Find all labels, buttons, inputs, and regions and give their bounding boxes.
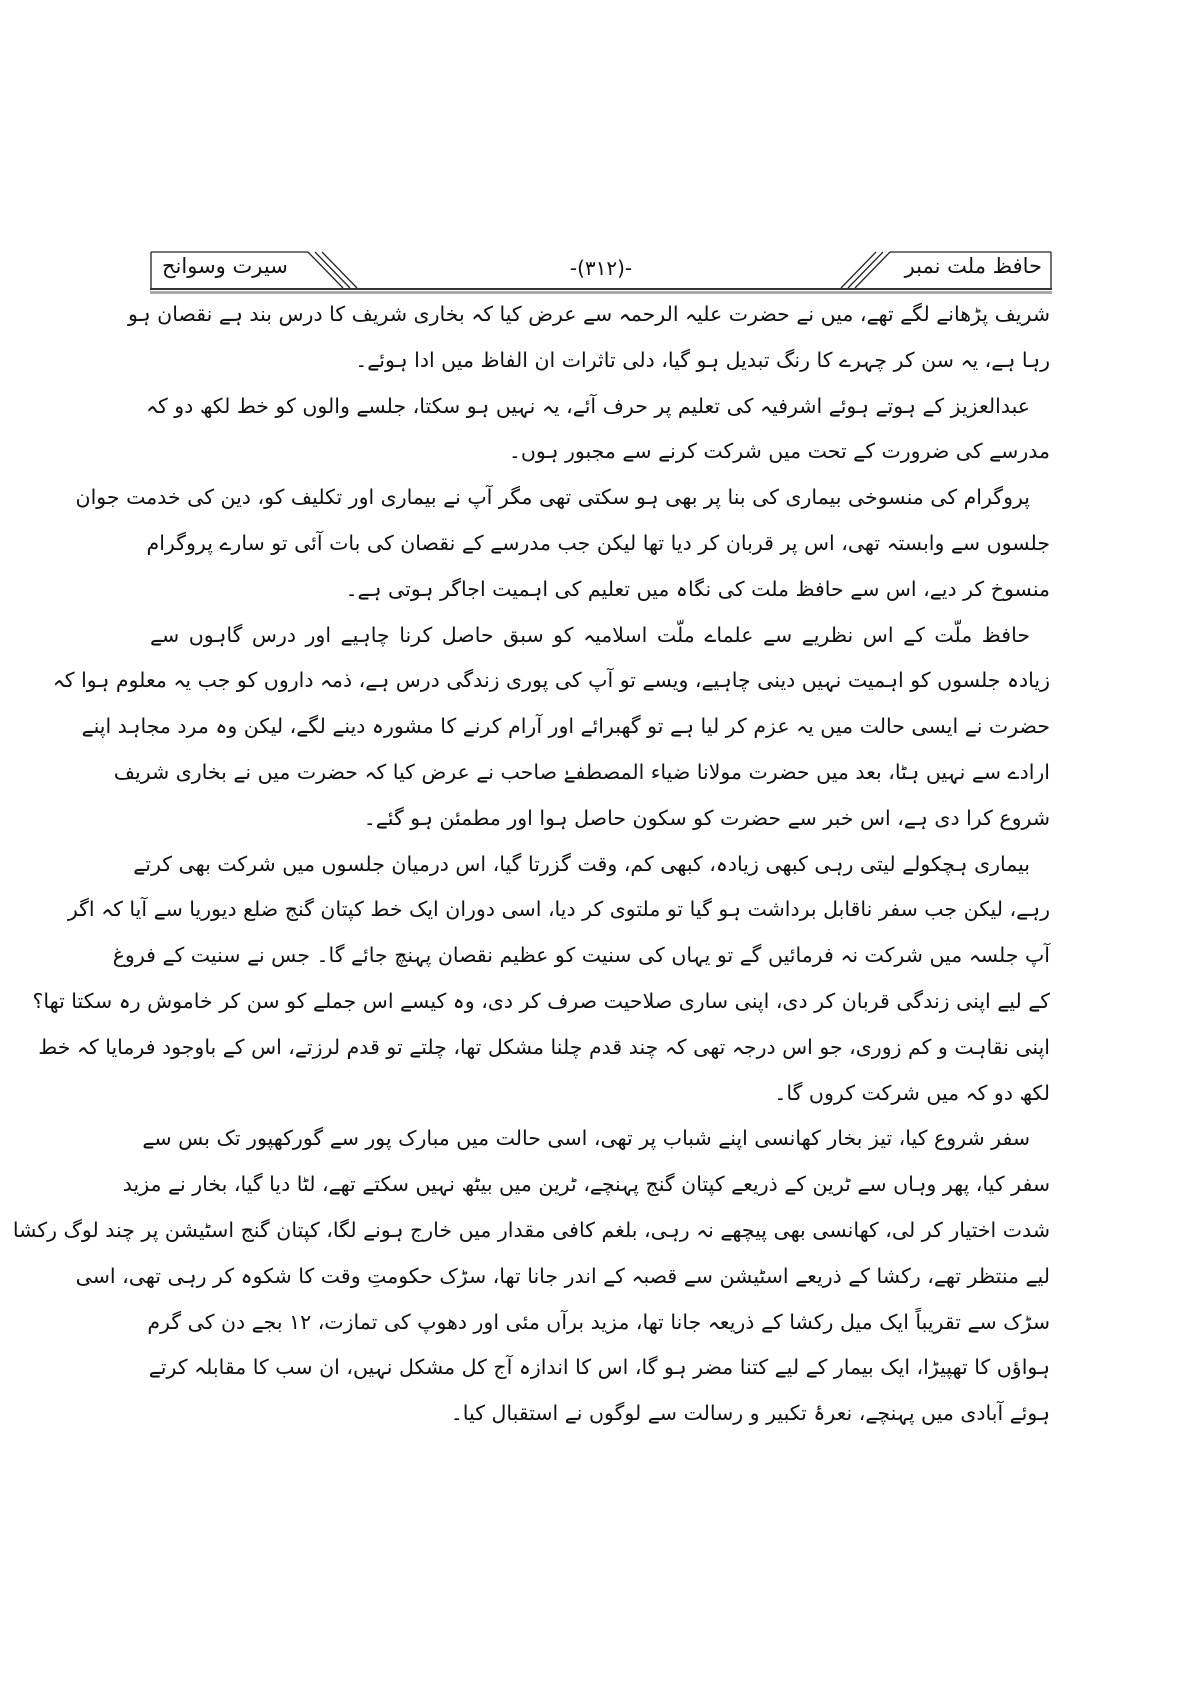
text-line: رہے، لیکن جب سفر ناقابل برداشت ہو گیا تو ملتوی کر دیا، اسی دوران ایک خط کپتان گنج ضلع دیوریا سے آیا کہ اگر	[67, 897, 1050, 922]
magazine-title: حافظ ملت نمبر	[904, 254, 1042, 278]
paragraph	[145, 384, 1050, 476]
text-line: ہوئے آبادی میں پہنچے، نعرۂ تکبیر و رسالت سے لوگوں نے استقبال کیا۔	[450, 1401, 1050, 1426]
page-number: -(۳۱۲)-	[569, 256, 633, 280]
text-line: شریف پڑھانے لگے تھے، میں نے حضرت علیہ الرحمہ سے عرض کیا کہ بخاری شریف کا درس بند ہے نقصان ہو	[128, 302, 1050, 326]
text-line: کے لیے اپنی زندگی قربان کر دی، اپنی ساری صلاحیت صرف کر دی، وہ کیسے اس جملے کو سن کر خاموش رہ سکتا تھا؟	[32, 988, 1050, 1013]
page-header	[150, 248, 1052, 294]
text-line: لیے منتظر تھے، رکشا کے ذریعے اسٹیشن سے قصبہ کے اندر جانا تھا، سڑک حکومتِ وقت کا شکوہ کر رہی تھی، اسی	[75, 1263, 1050, 1288]
paragraph	[52, 613, 1050, 842]
paragraph	[128, 292, 1050, 384]
article-body	[12, 292, 1050, 1437]
text-line: شروع کرا دی ہے، اس خبر سے حضرت کو سکون حاصل ہوا اور مطمئن ہو گئے۔	[363, 805, 1050, 830]
text-line: سفر کیا، پھر وہاں سے ٹرین کے ذریعے کپتان گنج پہنچے، ٹرین میں بیٹھ نہیں سکتے تھے، لٹا دیا گیا، بخار نے مزید	[122, 1172, 1050, 1197]
text-line: پروگرام کی منسوخی بیماری کی بنا پر بھی ہو سکتی تھی مگر آپ نے بیماری اور تکلیف کو، دین کی خدمت جوان	[75, 485, 1030, 510]
text-line: منسوخ کر دیے، اس سے حافظ ملت کی نگاہ میں تعلیم کی اہمیت اجاگر ہوتی ہے۔	[345, 576, 1050, 601]
text-line: آپ جلسہ میں شرکت نہ فرمائیں گے تو یہاں کی سنیت کو عظیم نقصان پہنچ جائے گا۔ جس نے سنیت کے فروغ	[112, 943, 1050, 968]
text-line: ہواؤں کا تھپیڑا، ایک بیمار کے لیے کتنا مضر ہو گا، اس کا اندازہ آج کل مشکل نہیں، ان سب کا مقابلہ کرتے	[148, 1355, 1050, 1380]
paragraph	[75, 475, 1050, 612]
text-line: حافظ ملّت کے اس نظریے سے علماے ملّت اسلامیہ کو سبق حاصل کرنا چاہیے اور درس گاہوں سے	[150, 622, 1030, 647]
text-line: عبدالعزیز کے ہوتے ہوئے اشرفیہ کی تعلیم پر حرف آئے، یہ نہیں ہو سکتا، جلسے والوں کو خط لکھ دو کہ	[145, 393, 1030, 418]
text-line: زیادہ جلسوں کو اہمیت نہیں دینی چاہیے، ویسے تو آپ کی پوری زندگی درس ہے، ذمہ داروں کو جب یہ معلوم ہوا کہ	[52, 668, 1050, 693]
text-line: سڑک سے تقریباً ایک میل رکشا کے ذریعہ جانا تھا، مزید برآں مئی اور دھوپ کی تمازت، ۱۲ بجے دن کی گرم	[147, 1309, 1050, 1334]
paragraph	[12, 1116, 1050, 1437]
text-line: لکھ دو کہ میں شرکت کروں گا۔	[774, 1080, 1050, 1105]
text-line: حضرت نے ایسی حالت میں یہ عزم کر لیا ہے تو گھبرائے اور آرام کرنے کا مشورہ دینے لگے، لیکن وہ مرد مجاہد اپنے	[81, 714, 1050, 739]
text-line: اپنی نقاہت و کم زوری، جو اس درجہ تھی کہ چند قدم چلنا مشکل تھا، چلتے تو قدم لرزتے، اس کے باوجود فرمایا کہ خط	[38, 1034, 1050, 1059]
paragraph	[32, 842, 1050, 1117]
text-line: رہا ہے، یہ سن کر چہرے کا رنگ تبدیل ہو گیا، دلی تاثرات ان الفاظ میں ادا ہوئے۔	[355, 347, 1050, 372]
text-line: مدرسے کی ضرورت کے تحت میں شرکت کرنے سے مجبور ہوں۔	[508, 439, 1050, 464]
text-line: ارادے سے نہیں ہٹا، بعد میں حضرت مولانا ضیاء المصطفےٰ صاحب نے عرض کیا کہ حضرت میں نے بخاری شریف	[113, 759, 1050, 784]
text-line: شدت اختیار کر لی، کھانسی بھی پیچھے نہ رہی، بلغم کافی مقدار میں خارج ہونے لگا، کپتان گنج اسٹیشن پر چند لوگ رکشا	[12, 1217, 1050, 1242]
text-line: جلسوں سے وابستہ تھی، اس پر قربان کر دیا تھا لیکن جب مدرسے کے نقصان کی بات آئی تو سارے پروگرام	[146, 530, 1050, 555]
text-line: بیماری ہچکولے لیتی رہی کبھی زیادہ، کبھی کم، وقت گزرتا گیا، اس درمیان جلسوں میں شرکت بھی کرتے	[133, 851, 1030, 876]
text-line: سفر شروع کیا، تیز بخار کھانسی اپنے شباب پر تھی، اسی حالت میں مبارک پور سے گورکھپور تک بس سے	[142, 1126, 1030, 1151]
section-title: سیرت وسوانح	[162, 254, 288, 278]
